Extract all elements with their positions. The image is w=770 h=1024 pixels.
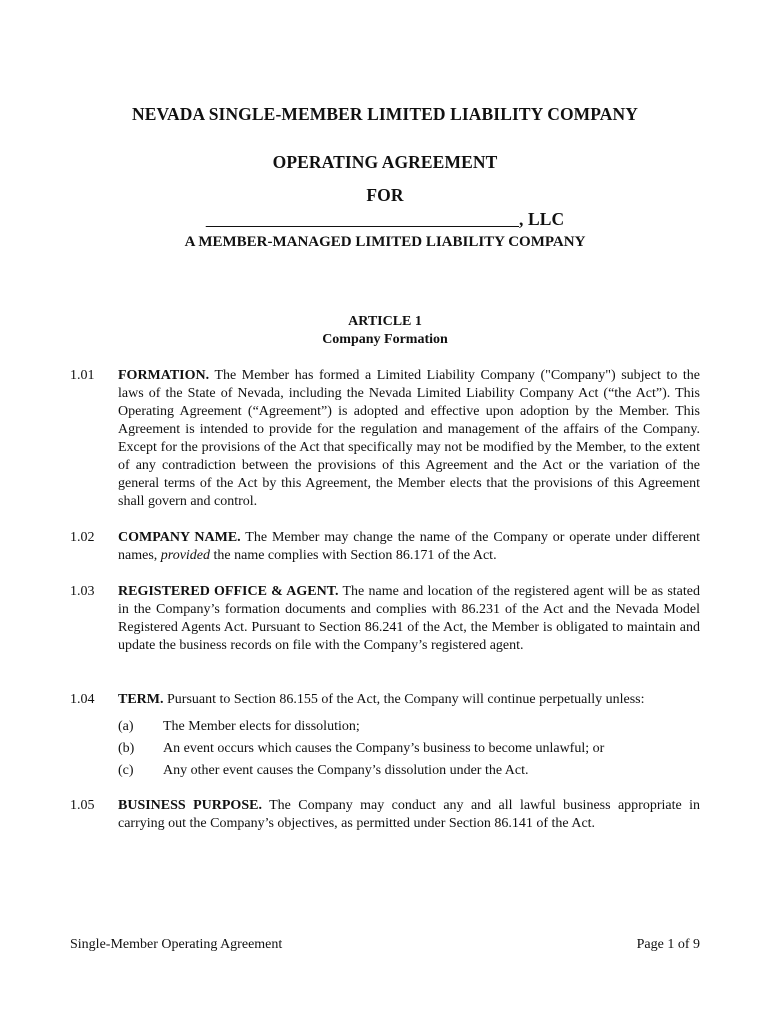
document-subtitle: A MEMBER-MANAGED LIMITED LIABILITY COMPANY [184,234,586,250]
section-heading: BUSINESS PURPOSE. [118,798,262,813]
section-1-05 [70,797,700,833]
section-body [118,797,700,833]
section-heading: COMPANY NAME. [118,530,241,545]
section-1-04 [70,691,700,709]
footer-document-name: Single-Member Operating Agreement [70,937,283,952]
section-text: The Member has formed a Limited Liability Company ("Company") subject to the laws of the State of Nevada, including the Nevada Limited Liability Company Act (“the Act”). This Operating Agreement (“Agreement”) is adopted and effective upon adoption by the Member. This Agreement is intended to provide for the regulation and management of the affairs of the Company. Except for the provisions of the Act that specifically may not be modified by the Member, to the extent of any contradiction between the provisions of this Agreement and the Act or the variation of the general terms of the Act by this Agreement, the Member elects that the provisions of this Agreement shall govern and control. [118,368,700,509]
section-number: 1.05 [70,798,95,813]
company-suffix: , LLC [519,209,565,229]
section-text: The Member may change the name of the Company or operate under different names, [118,530,700,563]
term-conditions-list [118,716,700,782]
list-item [118,716,700,738]
section-body [118,583,700,655]
list-item-text: An event occurs which causes the Company’s business to become unlawful; or [163,741,605,756]
article-heading: ARTICLE 1 [348,314,422,329]
list-item-letter: (c) [118,763,134,778]
section-number: 1.02 [70,530,95,545]
section-number: 1.03 [70,584,95,599]
section-text: Pursuant to Section 86.155 of the Act, the Company will continue perpetually unless: [163,692,645,707]
article-subheading: Company Formation [322,332,448,347]
list-item-letter: (b) [118,741,135,756]
section-body [118,367,700,511]
section-text: The Company may conduct any and all lawful business appropriate in carrying out the Company’s objectives, as permitted under Section 86.141 of the Act. [118,798,700,831]
document-title-line3: FOR [366,185,404,205]
section-number: 1.04 [70,692,95,707]
section-number: 1.01 [70,368,95,383]
list-item-letter: (a) [118,719,134,734]
section-text-end: the name complies with Section 86.171 of the Act. [210,548,497,563]
list-item [118,760,700,782]
section-body [118,529,700,565]
section-1-01 [70,367,700,511]
list-item-text: The Member elects for dissolution; [163,719,360,734]
footer-page-number: Page 1 of 9 [636,937,700,952]
section-heading: REGISTERED OFFICE & AGENT. [118,584,339,599]
company-name-line [0,208,770,230]
section-heading: FORMATION. [118,368,210,383]
section-body [118,691,700,709]
section-text: The name and location of the registered agent will be as stated in the Company’s formation documents and complies with 86.231 of the Act and the Nevada Model Registered Agents Act. Pursuant to Section 86.241 of the Act, the Member is obligated to maintain and update the business records on file with the Company’s registered agent. [118,584,700,653]
document-title-line1: NEVADA SINGLE-MEMBER LIMITED LIABILITY COMPANY [131,104,638,124]
section-1-03 [70,583,700,655]
section-text-italic: provided [160,548,211,563]
list-item [118,738,700,760]
document-title-line2: OPERATING AGREEMENT [272,152,498,172]
company-name-blank [206,209,519,229]
section-heading: TERM. [118,692,164,707]
list-item-text: Any other event causes the Company’s dissolution under the Act. [163,763,529,778]
section-1-02 [70,529,700,565]
